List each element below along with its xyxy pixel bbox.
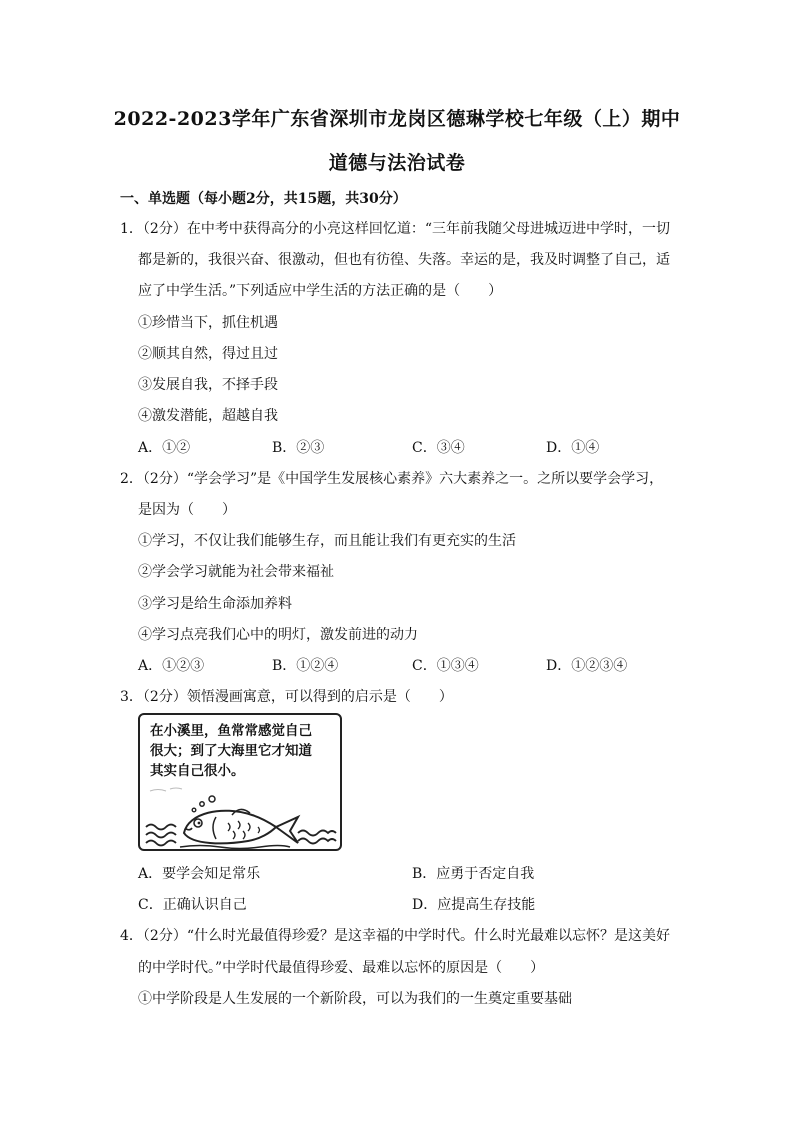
- cartoon-caption-line2: 很大；到了大海里它才知道: [150, 743, 312, 759]
- q1-item-1: ①珍惜当下，抓住机遇: [138, 315, 278, 331]
- bubble: [200, 802, 204, 806]
- q2-option-b: B．①②④: [272, 658, 339, 674]
- wave: [298, 831, 336, 836]
- q3-option-b: B．应勇于否定自我: [412, 866, 535, 882]
- q1-item-4: ④激发潜能，超越自我: [138, 408, 278, 424]
- exam-title-line2: 道德与法治试卷: [328, 152, 466, 174]
- fish-pupil: [198, 822, 201, 825]
- fish-cartoon: [138, 713, 342, 851]
- q1-option-a: A．①②: [138, 440, 191, 456]
- q1-option-c: C．③④: [412, 440, 465, 456]
- q1-option-d: D．①④: [546, 440, 600, 456]
- fish-drawing: [140, 715, 342, 851]
- q3-option-a: A．要学会知足常乐: [138, 866, 261, 882]
- q1-stem-line3: 应了中学生活。”下列适应中学生活的方法正确的是（ ）: [138, 283, 503, 299]
- q2-stem-line1: 2．（2分）“学会学习”是《中国学生发展核心素养》六大素养之一。之所以要学会学习，: [120, 471, 664, 487]
- q1-stem-line1: 1．（2分）在中考中获得高分的小亮这样回忆道：“三年前我随父母进城迈进中学时，一切: [120, 221, 670, 237]
- q1-option-b: B．②③: [272, 440, 325, 456]
- q2-item-3: ③学习是给生命添加养料: [138, 596, 292, 612]
- q2-option-a: A．①②③: [138, 658, 205, 674]
- wave: [146, 841, 176, 846]
- q1-item-2: ②顺其自然，得过且过: [138, 346, 278, 362]
- q3-option-d: D．应提高生存技能: [412, 897, 536, 913]
- q3-option-c: C．正确认识自己: [138, 897, 247, 913]
- wave: [146, 833, 176, 838]
- q2-item-2: ②学会学习就能为社会带来福祉: [138, 564, 334, 580]
- bubble: [209, 796, 215, 802]
- q1-item-3: ③发展自我，不择手段: [138, 377, 278, 393]
- q3-stem-line1: 3．（2分）领悟漫画寓意，可以得到的启示是（ ）: [120, 689, 453, 705]
- q4-stem-line1: 4．（2分）“什么时光最值得珍爱？是这幸福的中学时代。什么时光最难以忘怀？是这美好: [120, 928, 670, 944]
- water-line: [180, 846, 290, 849]
- cartoon-caption-line3: 其实自己很小。: [150, 763, 245, 779]
- q2-stem-line2: 是因为（ ）: [138, 502, 236, 518]
- section-heading: 一、单选题（每小题2分，共15题，共30分）: [120, 191, 407, 207]
- q4-stem-line2: 的中学时代。”中学时代最值得珍爱、最难以忘怀的原因是（ ）: [138, 960, 545, 976]
- q2-option-d: D．①②③④: [546, 658, 628, 674]
- q1-stem-line2: 都是新的，我很兴奋、很激动，但也有彷徨、失落。幸运的是，我及时调整了自己，适: [138, 252, 670, 268]
- fish-tail: [276, 817, 298, 843]
- cartoon-caption-line1: 在小溪里，鱼常常感觉自己: [150, 723, 312, 739]
- q2-item-1: ①学习，不仅让我们能够生存，而且能让我们有更充实的生活: [138, 533, 516, 549]
- q2-option-c: C．①③④: [412, 658, 479, 674]
- bubble: [192, 808, 196, 812]
- wave: [146, 825, 176, 830]
- q2-item-4: ④学习点亮我们心中的明灯，激发前进的动力: [138, 627, 418, 643]
- wave: [298, 839, 336, 844]
- q4-item-1: ①中学阶段是人生发展的一个新阶段，可以为我们的一生奠定重要基础: [138, 991, 572, 1007]
- exam-title-line1: 2022-2023学年广东省深圳市龙岗区德琳学校七年级（上）期中: [113, 108, 681, 130]
- background-scribble: [150, 788, 182, 791]
